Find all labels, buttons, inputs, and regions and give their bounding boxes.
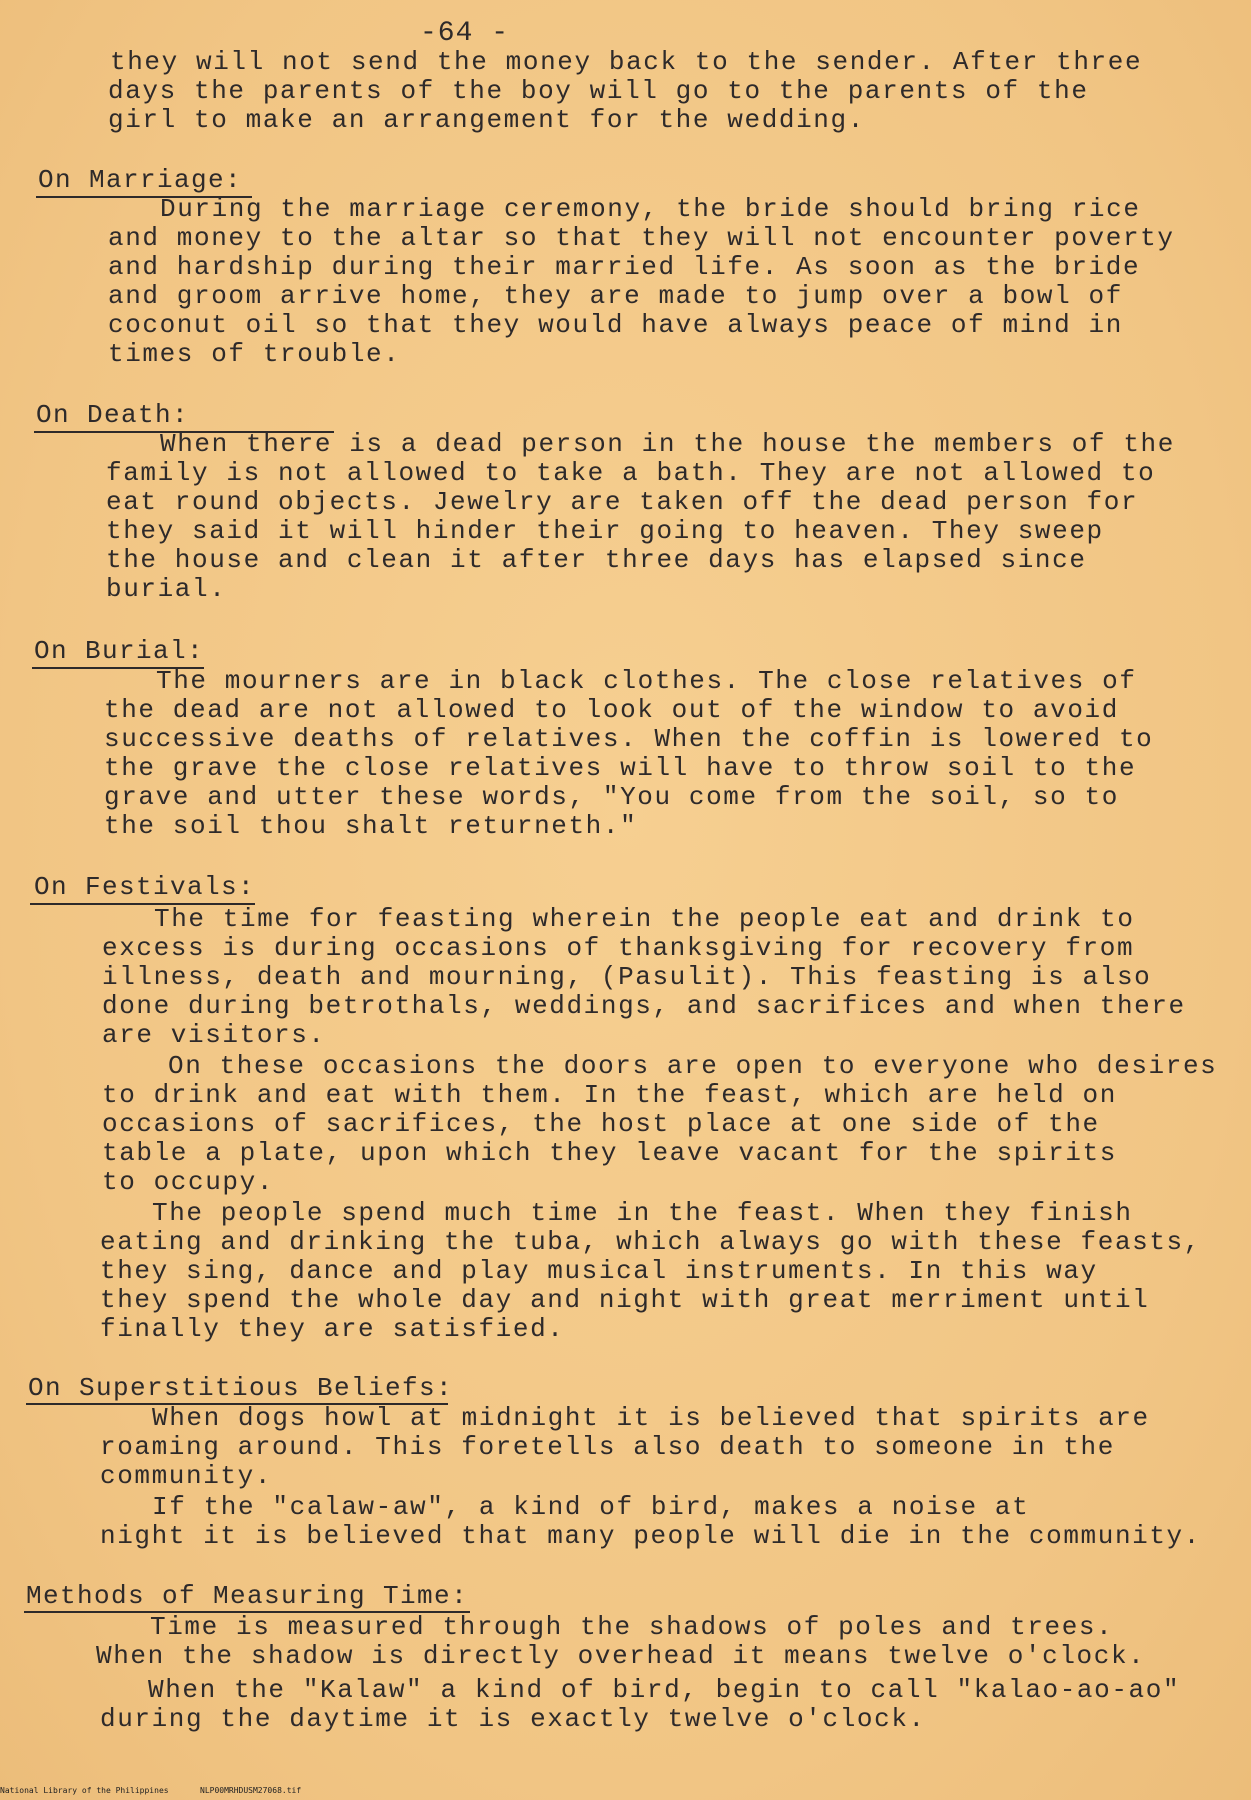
body-line: the dead are not allowed to look out of the window to avoid xyxy=(104,695,1119,725)
body-line: When the "Kalaw" a kind of bird, begin to call "kalao-ao-ao" xyxy=(148,1675,1181,1705)
body-line: coconut oil so that they would have always peace of mind in xyxy=(108,310,1123,340)
body-line: they spend the whole day and night with great merriment until xyxy=(100,1285,1150,1315)
page-number: -64 - xyxy=(420,18,510,49)
body-line: during the daytime it is exactly twelve o'clock. xyxy=(100,1704,926,1734)
body-line: table a plate, upon which they leave vacant for the spirits xyxy=(102,1138,1117,1168)
body-line: they said it will hinder their going to heaven. They sweep xyxy=(106,516,1104,546)
body-line: When there is a dead person in the house the members of the xyxy=(160,429,1175,459)
body-line: the soil thou shalt returneth." xyxy=(104,811,638,841)
body-line: If the "calaw-aw", a kind of bird, makes a noise at xyxy=(152,1492,1030,1522)
body-line: illness, death and mourning, (Pasulit). This feasting is also xyxy=(102,962,1152,992)
body-line: grave and utter these words, "You come from the soil, so to xyxy=(104,782,1119,812)
body-line: eat round objects. Jewelry are taken off the dead person for xyxy=(106,487,1139,517)
section-heading-marriage: On Marriage: xyxy=(38,165,243,195)
body-line: excess is during occasions of thanksgiving for recovery from xyxy=(102,933,1135,963)
body-line: done during betrothals, weddings, and sacrifices and when there xyxy=(102,991,1186,1021)
body-line: they will not send the money back to the sender. After three xyxy=(110,47,1143,77)
footer-filename: NLP00MRHDUSM27068.tif xyxy=(200,1786,302,1795)
body-line: On these occasions the doors are open to everyone who desires xyxy=(168,1051,1218,1081)
body-line: the house and clean it after three days has elapsed since xyxy=(106,545,1087,575)
body-line: girl to make an arrangement for the wedding. xyxy=(108,105,865,135)
body-line: roaming around. This foretells also death to someone in the xyxy=(100,1432,1115,1462)
body-line: they sing, dance and play musical instruments. In this way xyxy=(100,1256,1098,1286)
body-line: burial. xyxy=(106,574,227,604)
body-line: community. xyxy=(100,1461,273,1491)
body-line: and hardship during their married life. As soon as the bride xyxy=(108,252,1141,282)
body-line: When dogs howl at midnight it is believed that spirits are xyxy=(152,1403,1150,1433)
body-line: to drink and eat with them. In the feast, which are held on xyxy=(102,1080,1117,1110)
section-heading-measuring-time: Methods of Measuring Time: xyxy=(26,1581,469,1611)
body-line: During the marriage ceremony, the bride should bring rice xyxy=(160,194,1141,224)
body-line: family is not allowed to take a bath. They are not allowed to xyxy=(106,458,1156,488)
section-heading-festivals: On Festivals: xyxy=(34,872,256,902)
section-heading-superstitious-beliefs: On Superstitious Beliefs: xyxy=(28,1373,454,1403)
body-line: Time is measured through the shadows of poles and trees. xyxy=(150,1612,1114,1642)
footer-source: National Library of the Philippines xyxy=(0,1786,169,1795)
body-line: night it is believed that many people will die in the community. xyxy=(100,1521,1201,1551)
body-line: eating and drinking the tuba, which always go with these feasts, xyxy=(100,1227,1201,1257)
body-line: successive deaths of relatives. When the coffin is lowered to xyxy=(104,724,1154,754)
body-line: and groom arrive home, they are made to jump over a bowl of xyxy=(108,281,1123,311)
section-heading-burial: On Burial: xyxy=(34,636,205,666)
body-line: The mourners are in black clothes. The close relatives of xyxy=(156,666,1137,696)
body-line: occasions of sacrifices, the host place at one side of the xyxy=(102,1109,1100,1139)
body-line: the grave the close relatives will have to throw soil to the xyxy=(104,753,1137,783)
body-line: and money to the altar so that they will not encounter poverty xyxy=(108,223,1175,253)
body-line: times of trouble. xyxy=(108,339,401,369)
body-line: are visitors. xyxy=(102,1020,326,1050)
body-line: days the parents of the boy will go to the parents of the xyxy=(108,76,1089,106)
body-line: The people spend much time in the feast. When they finish xyxy=(152,1198,1133,1228)
section-heading-death: On Death: xyxy=(36,400,190,430)
body-line: When the shadow is directly overhead it means twelve o'clock. xyxy=(96,1641,1146,1671)
body-line: finally they are satisfied. xyxy=(100,1314,565,1344)
body-line: to occupy. xyxy=(102,1167,275,1197)
body-line: The time for feasting wherein the people eat and drink to xyxy=(154,904,1135,934)
